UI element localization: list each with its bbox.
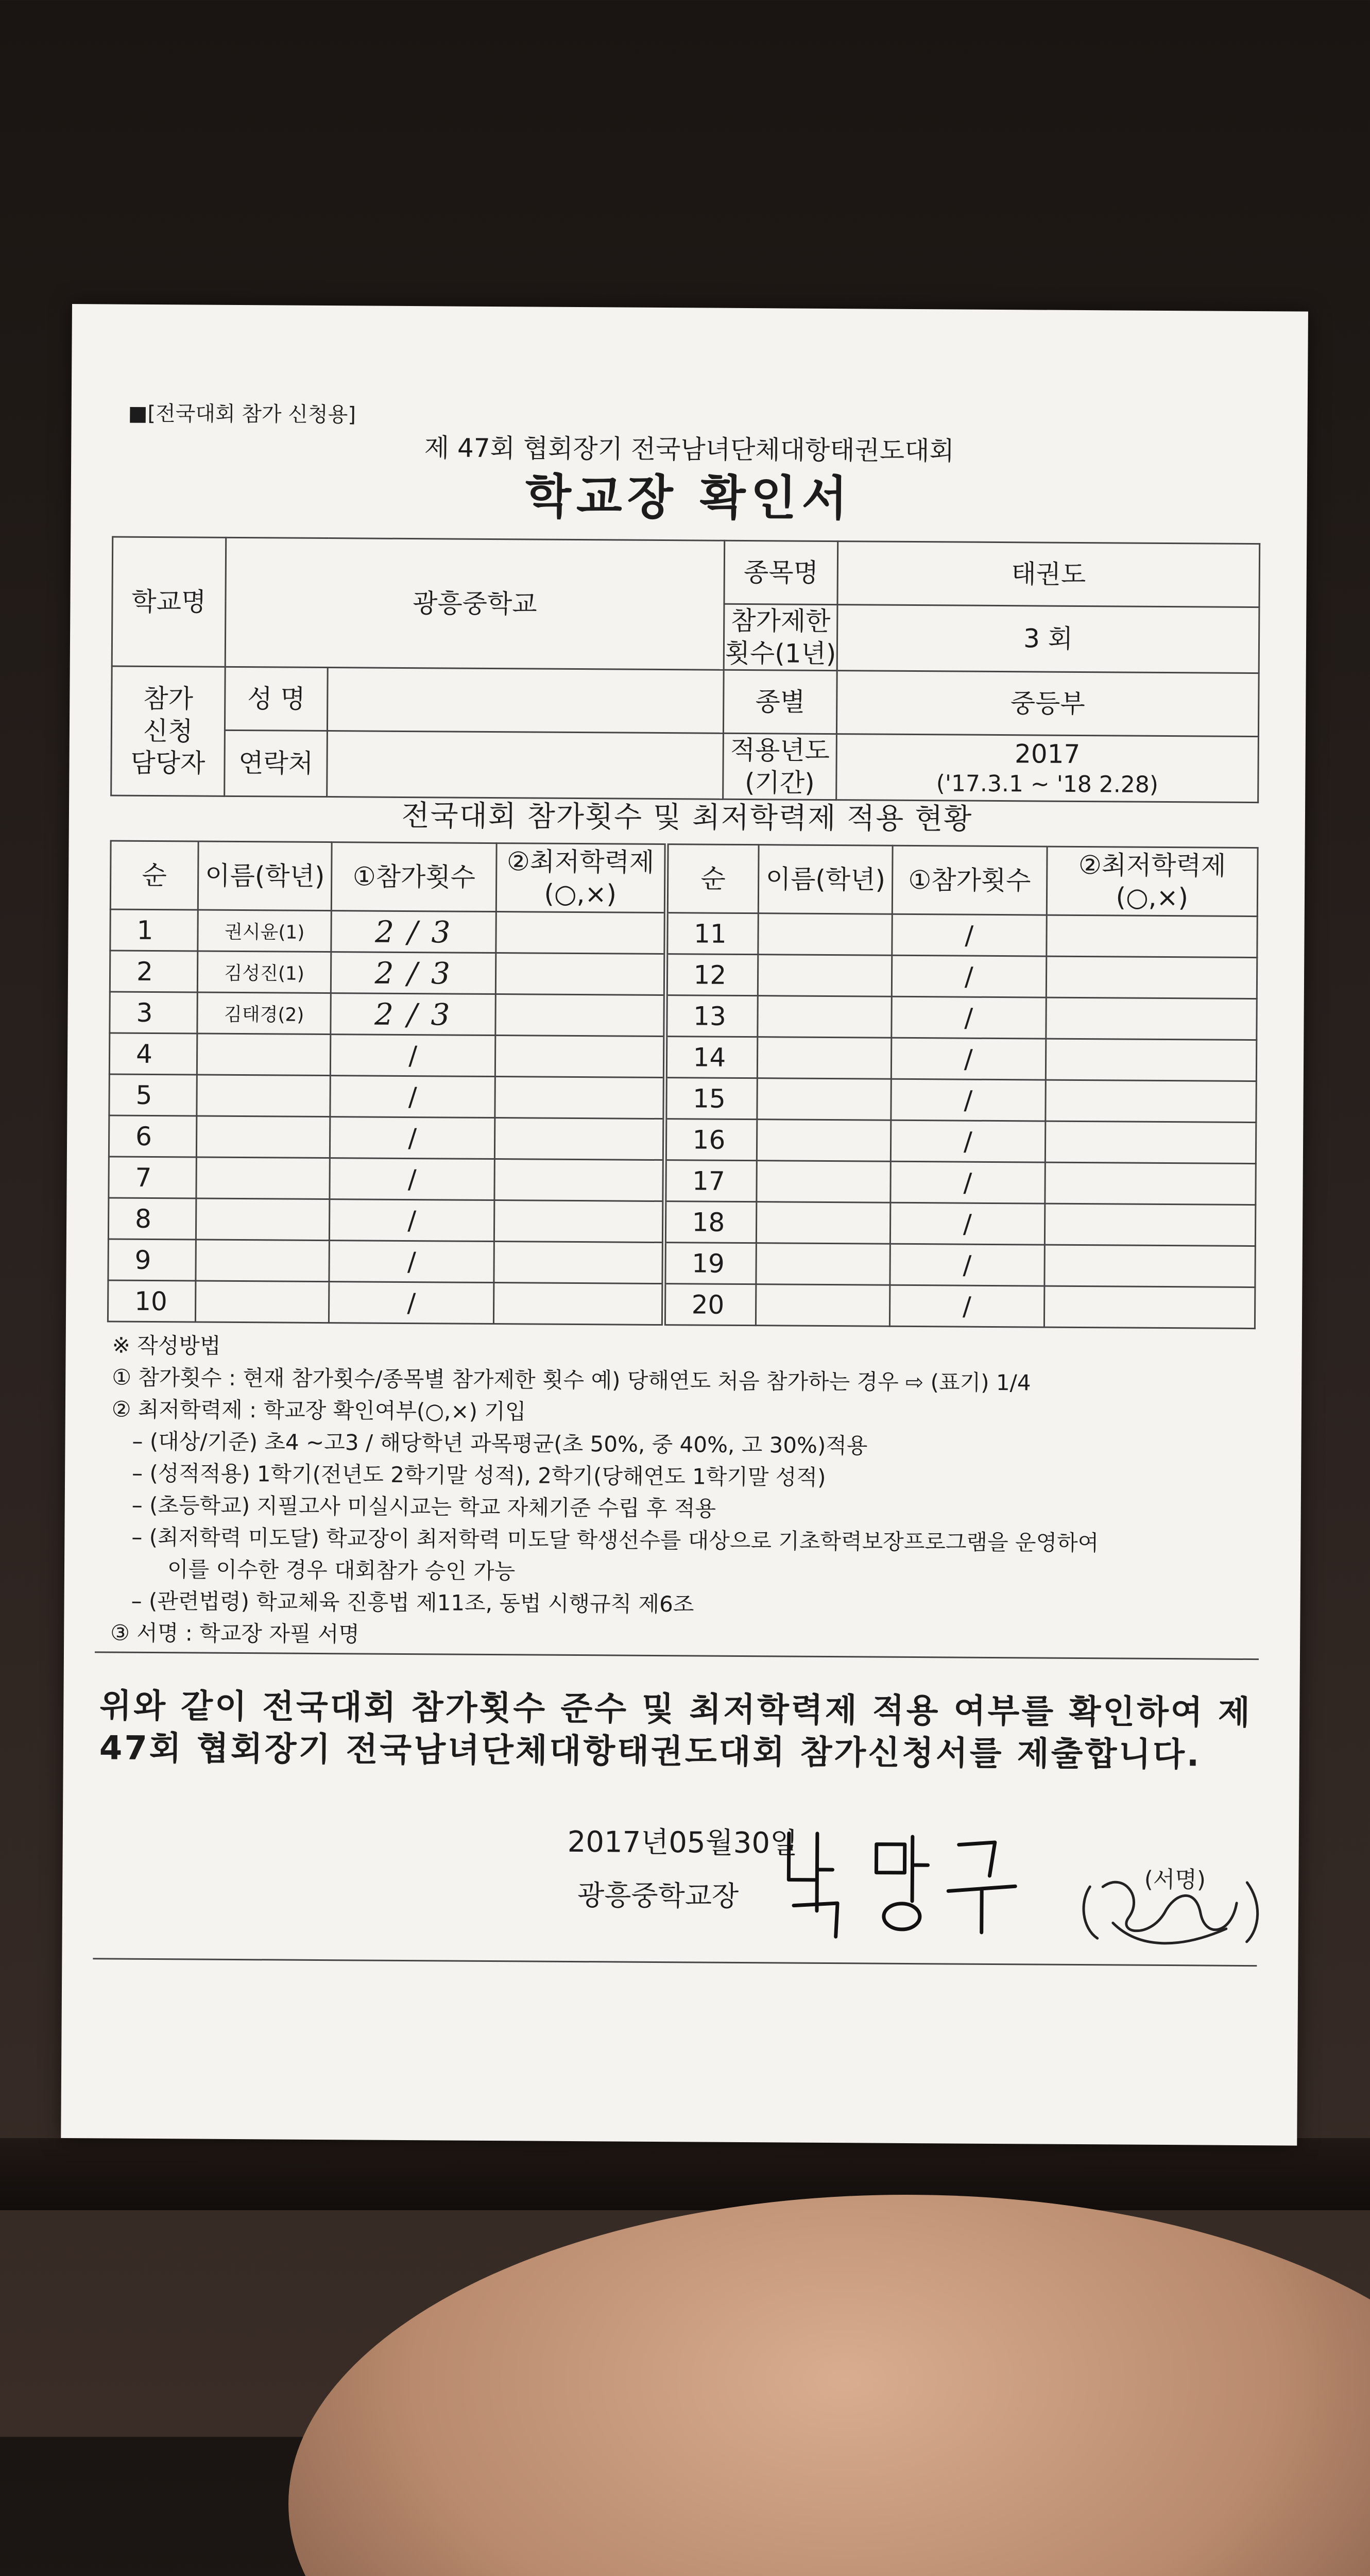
header-count: ①참가횟수: [892, 845, 1047, 915]
cell-no: 1: [110, 909, 198, 951]
cell-no: 12: [665, 954, 758, 996]
cell-name: [196, 1157, 330, 1199]
header-min: ②최저학력제 (○,×): [1047, 846, 1258, 916]
table-row: [108, 1239, 1255, 1287]
cell-min: [1044, 1162, 1256, 1205]
name-value: [328, 668, 724, 734]
table-row: [109, 1115, 1256, 1164]
cell-min: [494, 1118, 664, 1160]
period-value: ('17.3.1 ~ '18 2.28): [936, 770, 1159, 799]
cell-count: /: [330, 1076, 495, 1118]
header-name: 이름(학년): [759, 845, 893, 914]
cell-no: 14: [665, 1037, 758, 1078]
year-label: 적용년도 (기간): [723, 733, 837, 800]
event-value: 태권도: [837, 541, 1260, 607]
note-line: – (관련법령) 학교체육 진흥법 제11조, 동법 시행규칙 제6조: [131, 1588, 694, 1617]
table-row: [108, 1280, 1255, 1329]
cell-name: [758, 913, 892, 956]
cell-min: [493, 1283, 663, 1325]
cell-no: 20: [663, 1284, 756, 1326]
seal-signature: [1076, 1851, 1273, 1955]
table-header-row: [110, 841, 1258, 917]
cell-min: [1046, 956, 1257, 998]
event-label: 종목명: [724, 540, 837, 604]
header-count: ①참가횟수: [332, 842, 496, 912]
cell-no: 15: [664, 1078, 757, 1120]
cell-no: 13: [665, 995, 758, 1037]
cell-name: [758, 955, 892, 997]
limit-value: 3 회: [837, 605, 1259, 673]
applicant-label: 참가 신청 담당자: [111, 666, 225, 796]
instructions: [110, 1330, 1266, 1656]
year-cell: [836, 734, 1259, 803]
seal-label: (서명): [1144, 1866, 1206, 1893]
cell-count: /: [330, 1158, 494, 1200]
cell-min: [1045, 1080, 1256, 1123]
competition-name: 제 47회 협회장기 전국남녀단체대항태권도대회: [424, 433, 954, 466]
cell-name: [196, 1198, 330, 1241]
cell-name: 김태경(2): [197, 992, 331, 1035]
cell-no: 3: [110, 992, 197, 1033]
cell-no: 7: [109, 1157, 196, 1198]
table-row: [110, 992, 1257, 1040]
note-line: ① 참가횟수 : 현재 참가횟수/종목별 참가제한 횟수 예) 당해연도 처음 참가하는 경우 ⇨ (표기) 1/4: [112, 1364, 1031, 1396]
cell-count: /: [892, 996, 1046, 1039]
cell-name: [756, 1284, 890, 1327]
cell-min: [495, 994, 665, 1037]
participation-table: [107, 840, 1259, 1329]
header-no: 순: [110, 841, 198, 910]
cell-min: [1046, 1039, 1257, 1081]
table-row: [109, 1033, 1256, 1081]
cell-name: [195, 1281, 329, 1323]
division-value: 중등부: [836, 671, 1259, 737]
document-sheet: [61, 304, 1308, 2146]
cell-count: /: [889, 1285, 1044, 1327]
cell-name: [757, 1161, 890, 1203]
cell-no: 2: [110, 951, 197, 992]
division-label: 종별: [724, 670, 837, 734]
cell-count: /: [891, 1038, 1046, 1080]
document-title: 학교장 확인서: [525, 469, 853, 527]
cell-name: [758, 996, 892, 1038]
table-row: [109, 1157, 1256, 1205]
header-min: ②최저학력제 (○,×): [496, 843, 666, 913]
form-tag: ■[전국대회 참가 신청용]: [128, 401, 356, 427]
cell-no: 11: [665, 913, 758, 955]
cell-name: [197, 1033, 331, 1076]
cell-min: [494, 1242, 664, 1284]
note-line: – (대상/기준) 초4 ~고3 / 해당학년 과목평균(초 50%, 중 40%, 고 30%)적용: [132, 1428, 868, 1459]
limit-label: 참가제한 횟수(1년): [724, 604, 837, 670]
note-line: – (초등학교) 지필고사 미실시교는 학교 자체기준 수립 후 적용: [131, 1492, 716, 1521]
cell-count: /: [890, 1120, 1045, 1162]
section-title: 전국대회 참가횟수 및 최저학력제 적용 현황: [401, 799, 973, 836]
cell-count: /: [891, 1079, 1046, 1121]
cell-name: [757, 1202, 890, 1244]
cell-min: [1046, 997, 1257, 1040]
handwritten-signature: [778, 1812, 1047, 1948]
cell-count: 2 / 3: [331, 952, 496, 994]
bottom-divider: [93, 1958, 1257, 1967]
year-value: 2017: [1014, 738, 1081, 769]
cell-name: [758, 1037, 892, 1079]
cell-name: [197, 1075, 331, 1117]
cell-min: [1046, 915, 1257, 958]
cell-no: 18: [664, 1201, 757, 1243]
cell-no: 17: [664, 1160, 757, 1202]
info-table: [110, 536, 1260, 803]
cell-count: 2 / 3: [331, 911, 496, 953]
contact-value: [327, 731, 724, 800]
cell-no: 16: [664, 1119, 757, 1161]
cell-name: [757, 1120, 891, 1162]
note-line: ※ 작성방법: [112, 1332, 221, 1359]
declaration-text: 위와 같이 전국대회 참가횟수 준수 및 최저학력제 적용 여부를 확인하여 제 47회 협회장기 전국남녀단체대항태권도대회 참가신청서를 제출합니다.: [99, 1687, 1253, 1774]
cell-count: /: [890, 1161, 1045, 1204]
cell-count: /: [329, 1241, 494, 1283]
note-line: – (성적적용) 1학기(전년도 2학기말 성적), 2학기(당해연도 1학기말 성적): [131, 1460, 826, 1490]
cell-name: [757, 1078, 891, 1121]
table-row: [108, 1198, 1255, 1246]
table-edge: [0, 2138, 1370, 2210]
header-name: 이름(학년): [198, 841, 332, 911]
cell-count: 2 / 3: [331, 993, 495, 1036]
note-line: 이를 이수한 경우 대회참가 승인 가능: [167, 1556, 516, 1584]
principal-title: 광흥중학교장: [577, 1879, 739, 1912]
cell-min: [1044, 1204, 1256, 1246]
cell-min: [496, 912, 666, 954]
cell-no: 4: [109, 1033, 197, 1075]
table-row: [110, 951, 1257, 999]
note-line: – (최저학력 미도달) 학교장이 최저학력 미도달 학생선수를 대상으로 기초학력보장프로그램을 운영하여: [131, 1524, 1099, 1556]
contact-label: 연락처: [224, 730, 328, 796]
note-line: ③ 서명 : 학교장 자필 서명: [110, 1620, 360, 1647]
cell-count: /: [331, 1035, 495, 1077]
cell-min: [1045, 1121, 1256, 1164]
cell-name: [196, 1116, 330, 1158]
cell-count: /: [890, 1202, 1044, 1245]
cell-name: [756, 1243, 890, 1285]
cell-count: /: [892, 955, 1046, 997]
table-row: [109, 1074, 1256, 1123]
header-no: 순: [666, 844, 759, 913]
cell-count: /: [892, 914, 1047, 956]
cell-count: /: [329, 1282, 494, 1324]
knee-in-foreground: [288, 2195, 1370, 2576]
cell-min: [494, 1200, 664, 1243]
cell-min: [495, 953, 665, 995]
cell-count: /: [330, 1117, 495, 1159]
cell-name: [196, 1240, 330, 1282]
cell-min: [1044, 1245, 1255, 1287]
signing-date: 2017년05월30일: [567, 1825, 798, 1860]
school-label: 학교명: [112, 537, 226, 667]
school-value: 광흥중학교: [225, 537, 725, 670]
cell-no: 5: [109, 1074, 197, 1116]
cell-min: [495, 1036, 665, 1078]
cell-min: [495, 1077, 665, 1119]
cell-no: 9: [108, 1239, 196, 1281]
cell-min: [494, 1159, 664, 1201]
name-label: 성 명: [225, 667, 328, 731]
cell-no: 19: [663, 1243, 756, 1284]
cell-name: 김성진(1): [197, 951, 331, 993]
cell-no: 8: [108, 1198, 196, 1240]
cell-no: 6: [109, 1115, 196, 1157]
cell-count: /: [890, 1244, 1044, 1286]
cell-name: 권시윤(1): [198, 910, 332, 952]
table-row: [110, 909, 1257, 958]
cell-no: 10: [108, 1280, 195, 1322]
cell-min: [1044, 1286, 1255, 1329]
note-line: ② 최저학력제 : 학교장 확인여부(○,×) 기입: [111, 1396, 526, 1425]
cell-count: /: [330, 1199, 494, 1242]
